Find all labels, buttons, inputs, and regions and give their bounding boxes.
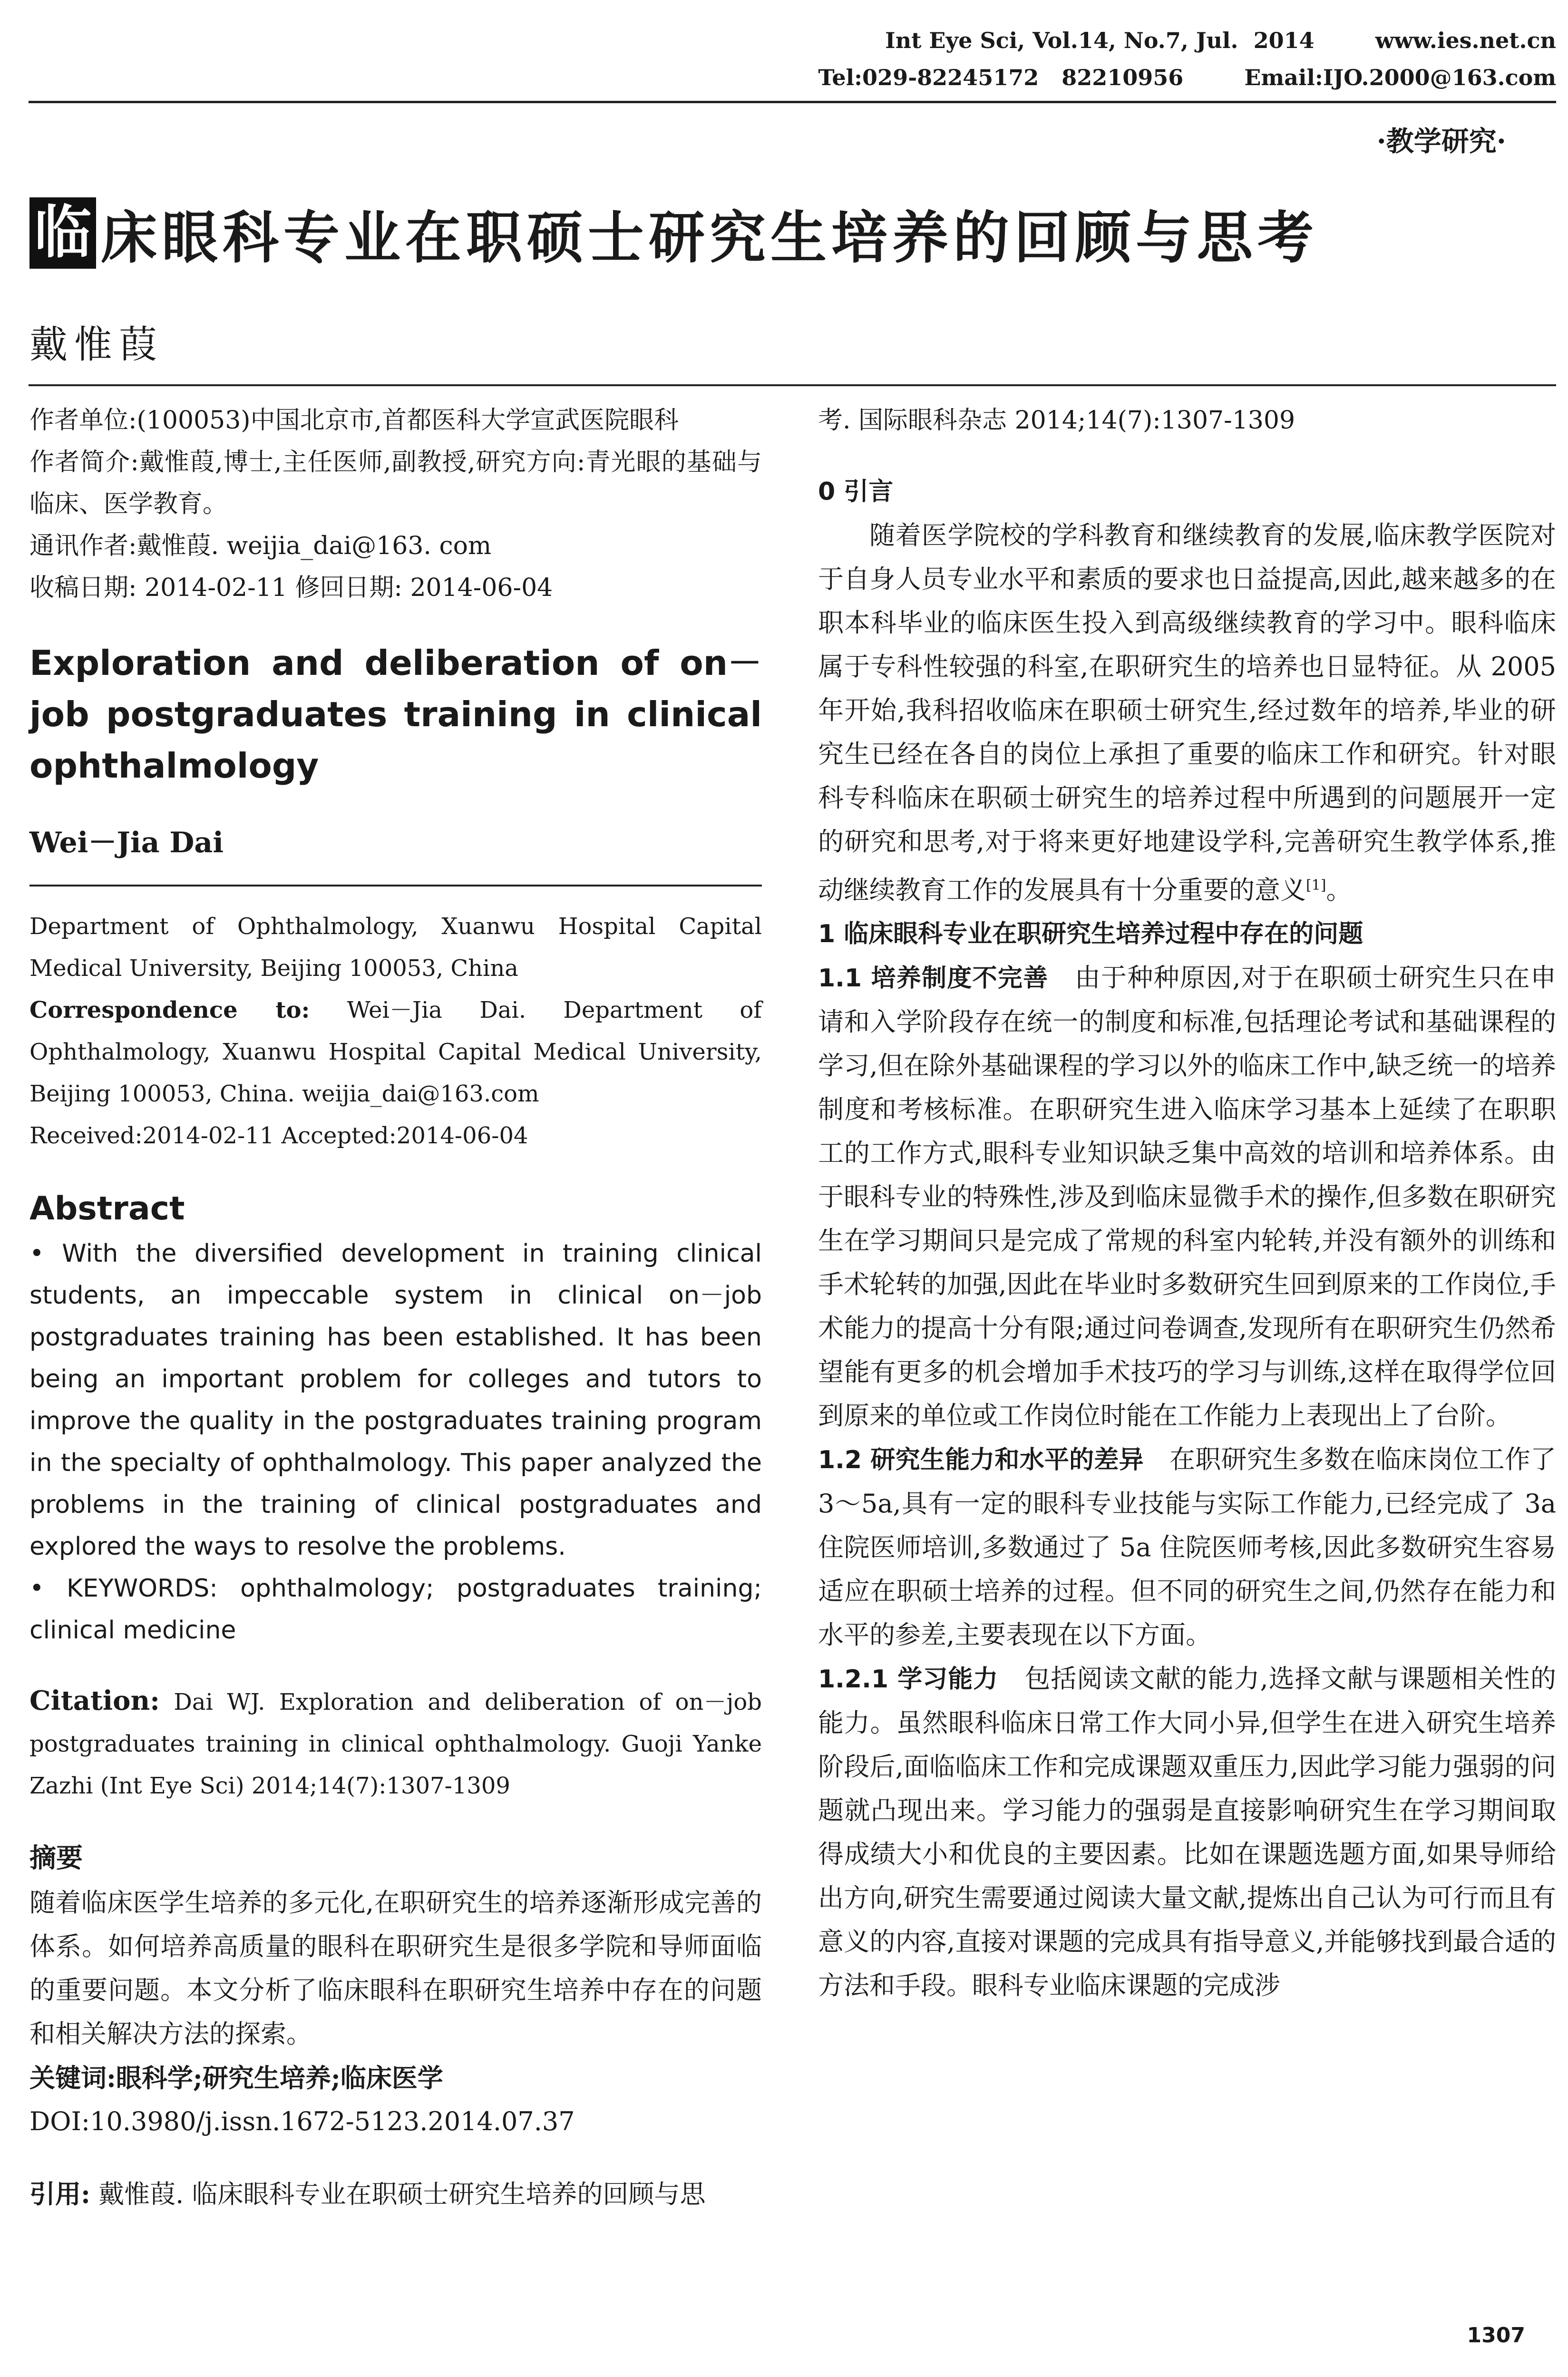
author-name: 戴惟葭 <box>29 322 164 367</box>
intro-heading: 0 引言 <box>818 477 894 506</box>
running-header <box>29 19 1556 105</box>
bio-line: 作者简介:戴惟葭,博士,主任医师,副教授,研究方向:青光眼的基础与临床、医学教育。 <box>29 448 762 518</box>
section-1-2-heading: 1.2 研究生能力和水平的差异 <box>818 1446 1144 1474</box>
english-author-rule <box>29 885 762 887</box>
doi-text: DOI:10.3980/j.issn.1672-5123.2014.07.37 <box>29 2106 575 2136</box>
article-title <box>29 193 1318 273</box>
intro-text: 随着医学院校的学科教育和继续教育的发展,临床教学医院对于自身人员专业水平和素质的要求也日益提高,因此,越来越多的在职本科毕业的临床医生投入到高级继续教育的学习中。眼科临床属于专科性较强的科室,在职研究生的培养也日显特征。从 2005 年开始,我科招收临床在职硕士研究生,经过数年的培养,毕业的研究生已经在各自的岗位上承担了重要的临床工作和研究。针对眼科专科临床在职硕士研究生的培养过程中所遇到的问题展开一定的研究和思考,对于将来更好地建设学科,完善研究生教学体系,推动继续教育工作的发展具有十分重要的意义 <box>818 520 1556 905</box>
citation-block <box>29 1680 762 1807</box>
zh-abstract-heading: 摘要 <box>29 1842 83 1874</box>
zh-cite-continued: 考. 国际眼科杂志 2014;14(7):1307-1309 <box>818 406 1295 435</box>
correspondence-text: Wei－Jia Dai. Department of Ophthalmology, Xuanwu Hospital Capital Medical University, Beijing 100053, China. weijia_dai@163.com <box>29 997 762 1107</box>
right-column <box>818 399 1556 2007</box>
keywords-text: • KEYWORDS: ophthalmology; postgraduates training; clinical medicine <box>29 1574 762 1645</box>
section-label: ·教学研究· <box>1376 125 1506 157</box>
zh-abstract-text: 随着临床医学生培养的多元化,在职研究生的培养逐渐形成完善的体系。如何培养高质量的眼科在职研究生是很多学院和导师面临的重要问题。本文分析了临床眼科在职研究生培养中存在的问题和相关解决方法的探索。 <box>29 1888 762 2049</box>
english-author: Wei－Jia Dai <box>29 826 224 859</box>
department-text: Department of Ophthalmology, Xuanwu Hospital Capital Medical University, Beijing 100053, China <box>29 913 762 982</box>
section-1-2-1-text: 包括阅读文献的能力,选择文献与课题相关性的能力。虽然眼科临床日常工作大同小异,但学生在进入研究生培养阶段后,面临临床工作和完成课题双重压力,因此学习能力强弱的问题就凸现出来。学习能力的强弱是直接影响研究生在学习期间取得成绩大小和优良的主要因素。比如在课题选题方面,如果导师给出方向,研究生需要通过阅读大量文献,提炼出自己认为可行而且有意义的内容,直接对课题的完成具有指导意义,并能够找到最合适的方法和手段。眼科专业临床课题的完成涉 <box>818 1664 1556 2000</box>
section-1-2-1-paragraph <box>818 1657 1556 2007</box>
journal-info-line: Int Eye Sci, Vol.14, No.7, Jul. 2014 www.ies.net.cn <box>885 28 1556 53</box>
zh-keywords: 关键词:眼科学;研究生培养;临床医学 <box>29 2063 443 2093</box>
page-number: 1307 <box>1467 2323 1525 2348</box>
citation-text: Dai WJ. Exploration and deliberation of on－job postgraduates training in clinical ophthalmology. Guoji Yanke Zazhi (Int Eye Sci) 2014;14(7):1307-1309 <box>29 1689 762 1799</box>
abstract-heading: Abstract <box>29 1190 185 1227</box>
header-rule <box>29 101 1556 103</box>
section-1-2-text: 在职研究生多数在临床岗位工作了 3～5a,具有一定的眼科专业技能与实际工作能力,已经完成了 3a 住院医师培训,多数通过了 5a 住院医师考核,因此多数研究生容易适应在职硕士培养的过程。但不同的研究生之间,仍然存在能力和水平的参差,主要表现在以下方面。 <box>818 1444 1557 1650</box>
affiliation-block <box>29 399 762 609</box>
title-drop-char: 临 <box>29 197 96 269</box>
correspondence-line: 通讯作者:戴惟葭. weijia_dai@163. com <box>29 532 492 560</box>
left-column <box>29 399 762 2216</box>
section-1-2-1-heading: 1.2.1 学习能力 <box>818 1665 999 1694</box>
title-rule <box>29 384 1556 386</box>
reference-marker: [1] <box>1306 877 1326 894</box>
english-title: Exploration and deliberation of on－job postgraduates training in clinical ophthalmology <box>29 643 762 786</box>
intro-paragraph <box>818 514 1556 912</box>
zh-cite-label: 引用: <box>29 2179 90 2209</box>
zh-cite-text: 戴惟葭. 临床眼科专业在职硕士研究生培养的回顾与思 <box>98 2179 706 2209</box>
correspondence-block <box>29 989 762 1115</box>
dates-line: 收稿日期: 2014-02-11 修回日期: 2014-06-04 <box>29 574 553 602</box>
section-1-heading: 1 临床眼科专业在职研究生培养过程中存在的问题 <box>818 920 1363 948</box>
zh-cite-block <box>29 2172 762 2216</box>
affiliation-line: 作者单位:(100053)中国北京市,首都医科大学宣武医院眼科 <box>29 406 679 435</box>
abstract-text: • With the diversified development in training clinical students, an impeccable system in clinical on－job postgraduates training has been established. It has been being an important problem for colleges and tutors to improve the quality in the postgraduates training program in the specialty of ophthalmology. This paper analyzed the problems in the training of clinical postgraduates and explored the ways to resolve the problems. <box>29 1239 762 1561</box>
section-1-1-paragraph <box>818 956 1556 1438</box>
section-1-1-text: 由于种种原因,对于在职硕士研究生只在申请和入学阶段存在统一的制度和标准,包括理论考试和基础课程的学习,但在除外基础课程的学习以外的临床工作中,缺乏统一的培养制度和考核标准。在职研究生进入临床学习基本上延续了在职职工的工作方式,眼科专业知识缺乏集中高效的培训和培养体系。由于眼科专业的特殊性,涉及到临床显微手术的操作,但多数在职研究生在学习期间只是完成了常规的科室内轮转,并没有额外的训练和手术轮转的加强,因此在毕业时多数研究生回到原来的工作岗位,手术能力的提高十分有限;通过问卷调查,发现所有在职研究生仍然希望能有更多的机会增加手术技巧的学习与训练,这样在取得学位回到原来的单位或工作岗位时能在工作能力上表现出上了台阶。 <box>818 963 1556 1431</box>
received-accepted: Received:2014-02-11 Accepted:2014-06-04 <box>29 1122 528 1149</box>
citation-label: Citation: <box>29 1685 160 1716</box>
title-text: 床眼科专业在职硕士研究生培养的回顾与思考 <box>101 205 1319 271</box>
section-1-1-heading: 1.1 培养制度不完善 <box>818 964 1049 993</box>
intro-end: 。 <box>1326 875 1352 905</box>
contact-info-line: Tel:029-82245172 82210956 Email:IJO.2000@163.com <box>818 65 1556 90</box>
correspondence-label: Correspondence to: <box>29 997 310 1023</box>
section-1-2-paragraph <box>818 1438 1556 1657</box>
